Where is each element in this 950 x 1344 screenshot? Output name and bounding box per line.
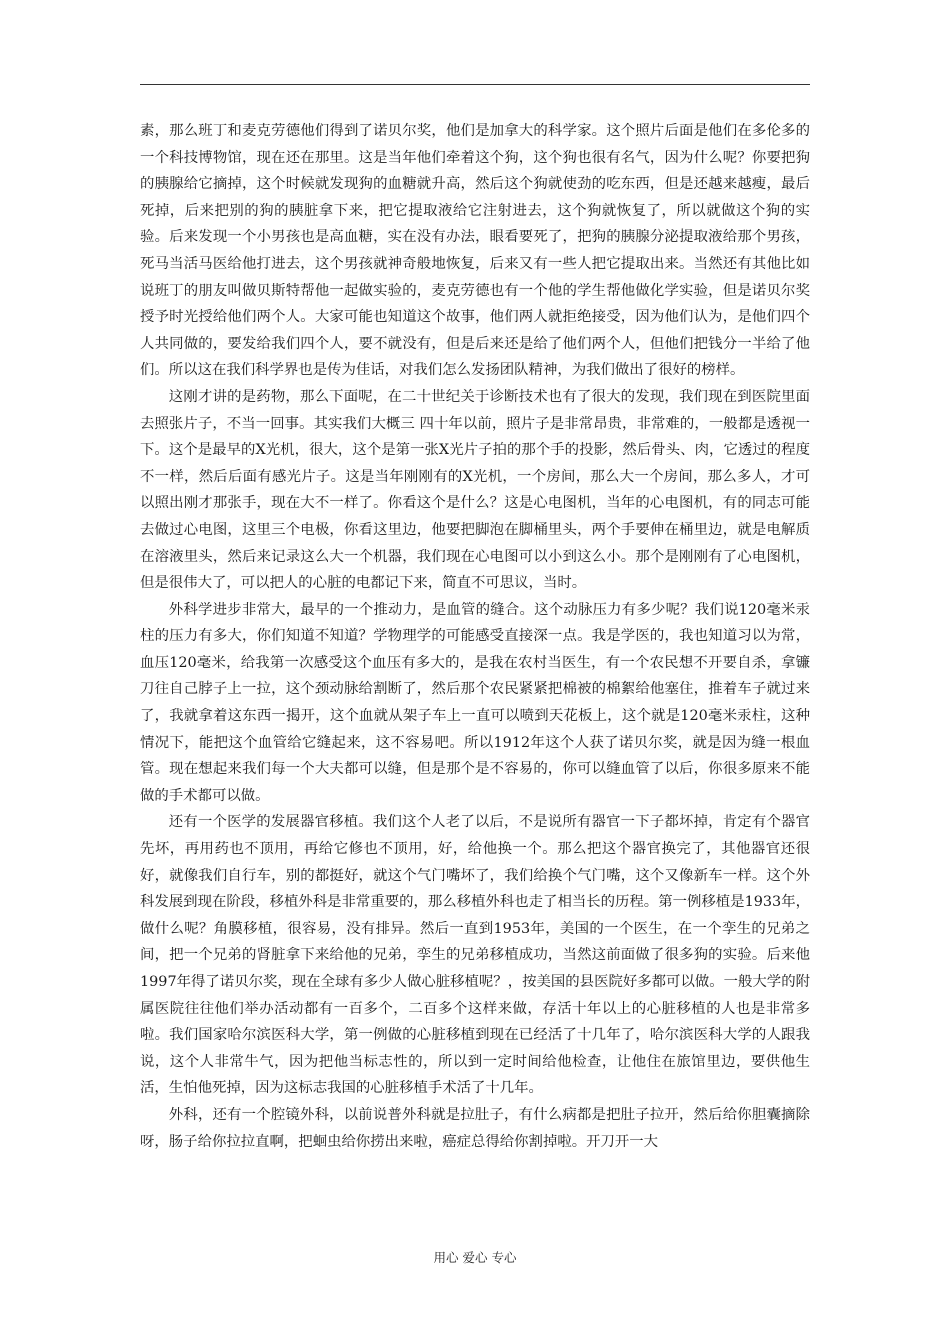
paragraph-3: 外科学进步非常大，最早的一个推动力，是血管的缝合。这个动脉压力有多少呢？我们说120毫米汞柱的压力有多大，你们知道不知道？学物理学的可能感受直接深一点。我是学医的，我也知道习以为常，血压120毫米，给我第一次感受这个血压有多大的，是我在农村当医生，有一个农民想不开要自杀，拿镰刀往自己脖子上一拉，这个颈动脉给割断了，然后那个农民紧紧把棉被的棉絮给他塞住，推着车子就过来了，我就拿着这东西一揭开，这个血就从架子车上一直可以喷到天花板上，这个就是120毫米汞柱，这种情况下，能把这个血管给它缝起来，这不容易吧。所以1912年这个人获了诺贝尔奖，就是因为缝一根血管。现在想起来我们每一个大夫都可以缝，但是那个是不容易的，你可以缝血管了以后，你很多原来不能做的手术都可以做。 (140, 601, 810, 804)
header-rule (140, 84, 810, 85)
paragraph-5: 外科，还有一个腔镜外科，以前说普外科就是拉肚子，有什么病都是把肚子拉开，然后给你胆囊摘除呀，肠子给你拉拉直啊，把蛔虫给你捞出来啦，癌症总得给你割掉啦。开刀开一大 (140, 1106, 810, 1150)
page-footer: 用心 爱心 专心 (433, 1250, 517, 1265)
paragraph-1: 素，那么班丁和麦克劳德他们得到了诺贝尔奖，他们是加拿大的科学家。这个照片后面是他们在多伦多的一个科技博物馆，现在还在那里。这是当年他们牵着这个狗，这个狗也很有名气，因为什么呢？你要把狗的胰腺给它摘掉，这个时候就发现狗的血糖就升高，然后这个狗就使劲的吃东西，但是还越来越瘦，最后死掉，后来把别的狗的胰脏拿下来，把它提取液给它注射进去，这个狗就恢复了，所以就做这个狗的实验。后来发现一个小男孩也是高血糖，实在没有办法，眼看要死了，把狗的胰腺分泌提取液给那个男孩，死马当活马医给他打进去，这个男孩就神奇般地恢复，后来又有一些人把它提取出来。当然还有其他比如说班丁的朋友叫做贝斯特帮他一起做实验的，麦克劳德也有一个他的学生帮他做化学实验，但是诺贝尔奖授予时光授给他们两个人。大家可能也知道这个故事，他们两人就拒绝接受，因为他们认为，是他们四个人共同做的，要发给我们四个人，要不就没有，但是后来还是给了他们两个人，但他们把钱分一半给了他们。所以这在我们科学界也是传为佳话，对我们怎么发扬团队精神，为我们做出了很好的榜样。 (140, 123, 810, 379)
paragraph-4: 还有一个医学的发展器官移植。我们这个人老了以后，不是说所有器官一下子都坏掉，肯定有个器官先坏，再用药也不顶用，再给它修也不顶用，好，给他换一个。那么把这个器官换完了，其他器官还很好，就像我们自行车，别的都挺好，就这个气门嘴坏了，我们给换个气门嘴，这个又像新车一样。这个外科发展到现在阶段，移植外科是非常重要的，那么移植外科也走了相当长的历程。第一例移植是1933年，做什么呢？角膜移植，很容易，没有排异。然后一直到1953年，美国的一个医生，在一个孪生的兄弟之间，把一个兄弟的肾脏拿下来给他的兄弟，孪生的兄弟移植成功，当然这前面做了很多狗的实验。后来他1997年得了诺贝尔奖，现在全球有多少人做心脏移植呢？，按美国的县医院好多都可以做。一般大学的附属医院往往他们举办活动都有一百多个，二百多个这样来做，存活十年以上的心脏移植的人也是非常多啦。我们国家哈尔滨医科大学，第一例做的心脏移植到现在已经活了十几年了，哈尔滨医科大学的人跟我说，这个人非常牛气，因为把他当标志性的，所以到一定时间给他检查，让他住在旅馆里边，要供他生活，生怕他死掉，因为这标志我国的心脏移植手术活了十几年。 (140, 814, 810, 1097)
paragraph-2: 这刚才讲的是药物，那么下面呢，在二十世纪关于诊断技术也有了很大的发现，我们现在到医院里面去照张片子，不当一回事。其实我们大概三 四十年以前，照片子是非常昂贵，非常难的，一般都是透视一下。这个是最早的X光机，很大，这个是第一张X光片子拍的那个手的投影，然后骨头、肉，它透过的程度不一样，然后后面有感光片子。这是当年刚刚有的X光机，一个房间，那么大一个房间，那么多人，才可以照出刚才那张手，现在大不一样了。你看这个是什么？这是心电图机，当年的心电图机，有的同志可能去做过心电图，这里三个电极，你看这里边，他要把脚泡在脚桶里头，两个手要伸在桶里边，就是电解质在溶液里头，然后来记录这么大一个机器，我们现在心电图可以小到这么小。那个是刚刚有了心电图机，但是很伟大了，可以把人的心脏的电都记下来，简直不可思议，当时。 (140, 388, 810, 592)
document-body (140, 118, 810, 1155)
